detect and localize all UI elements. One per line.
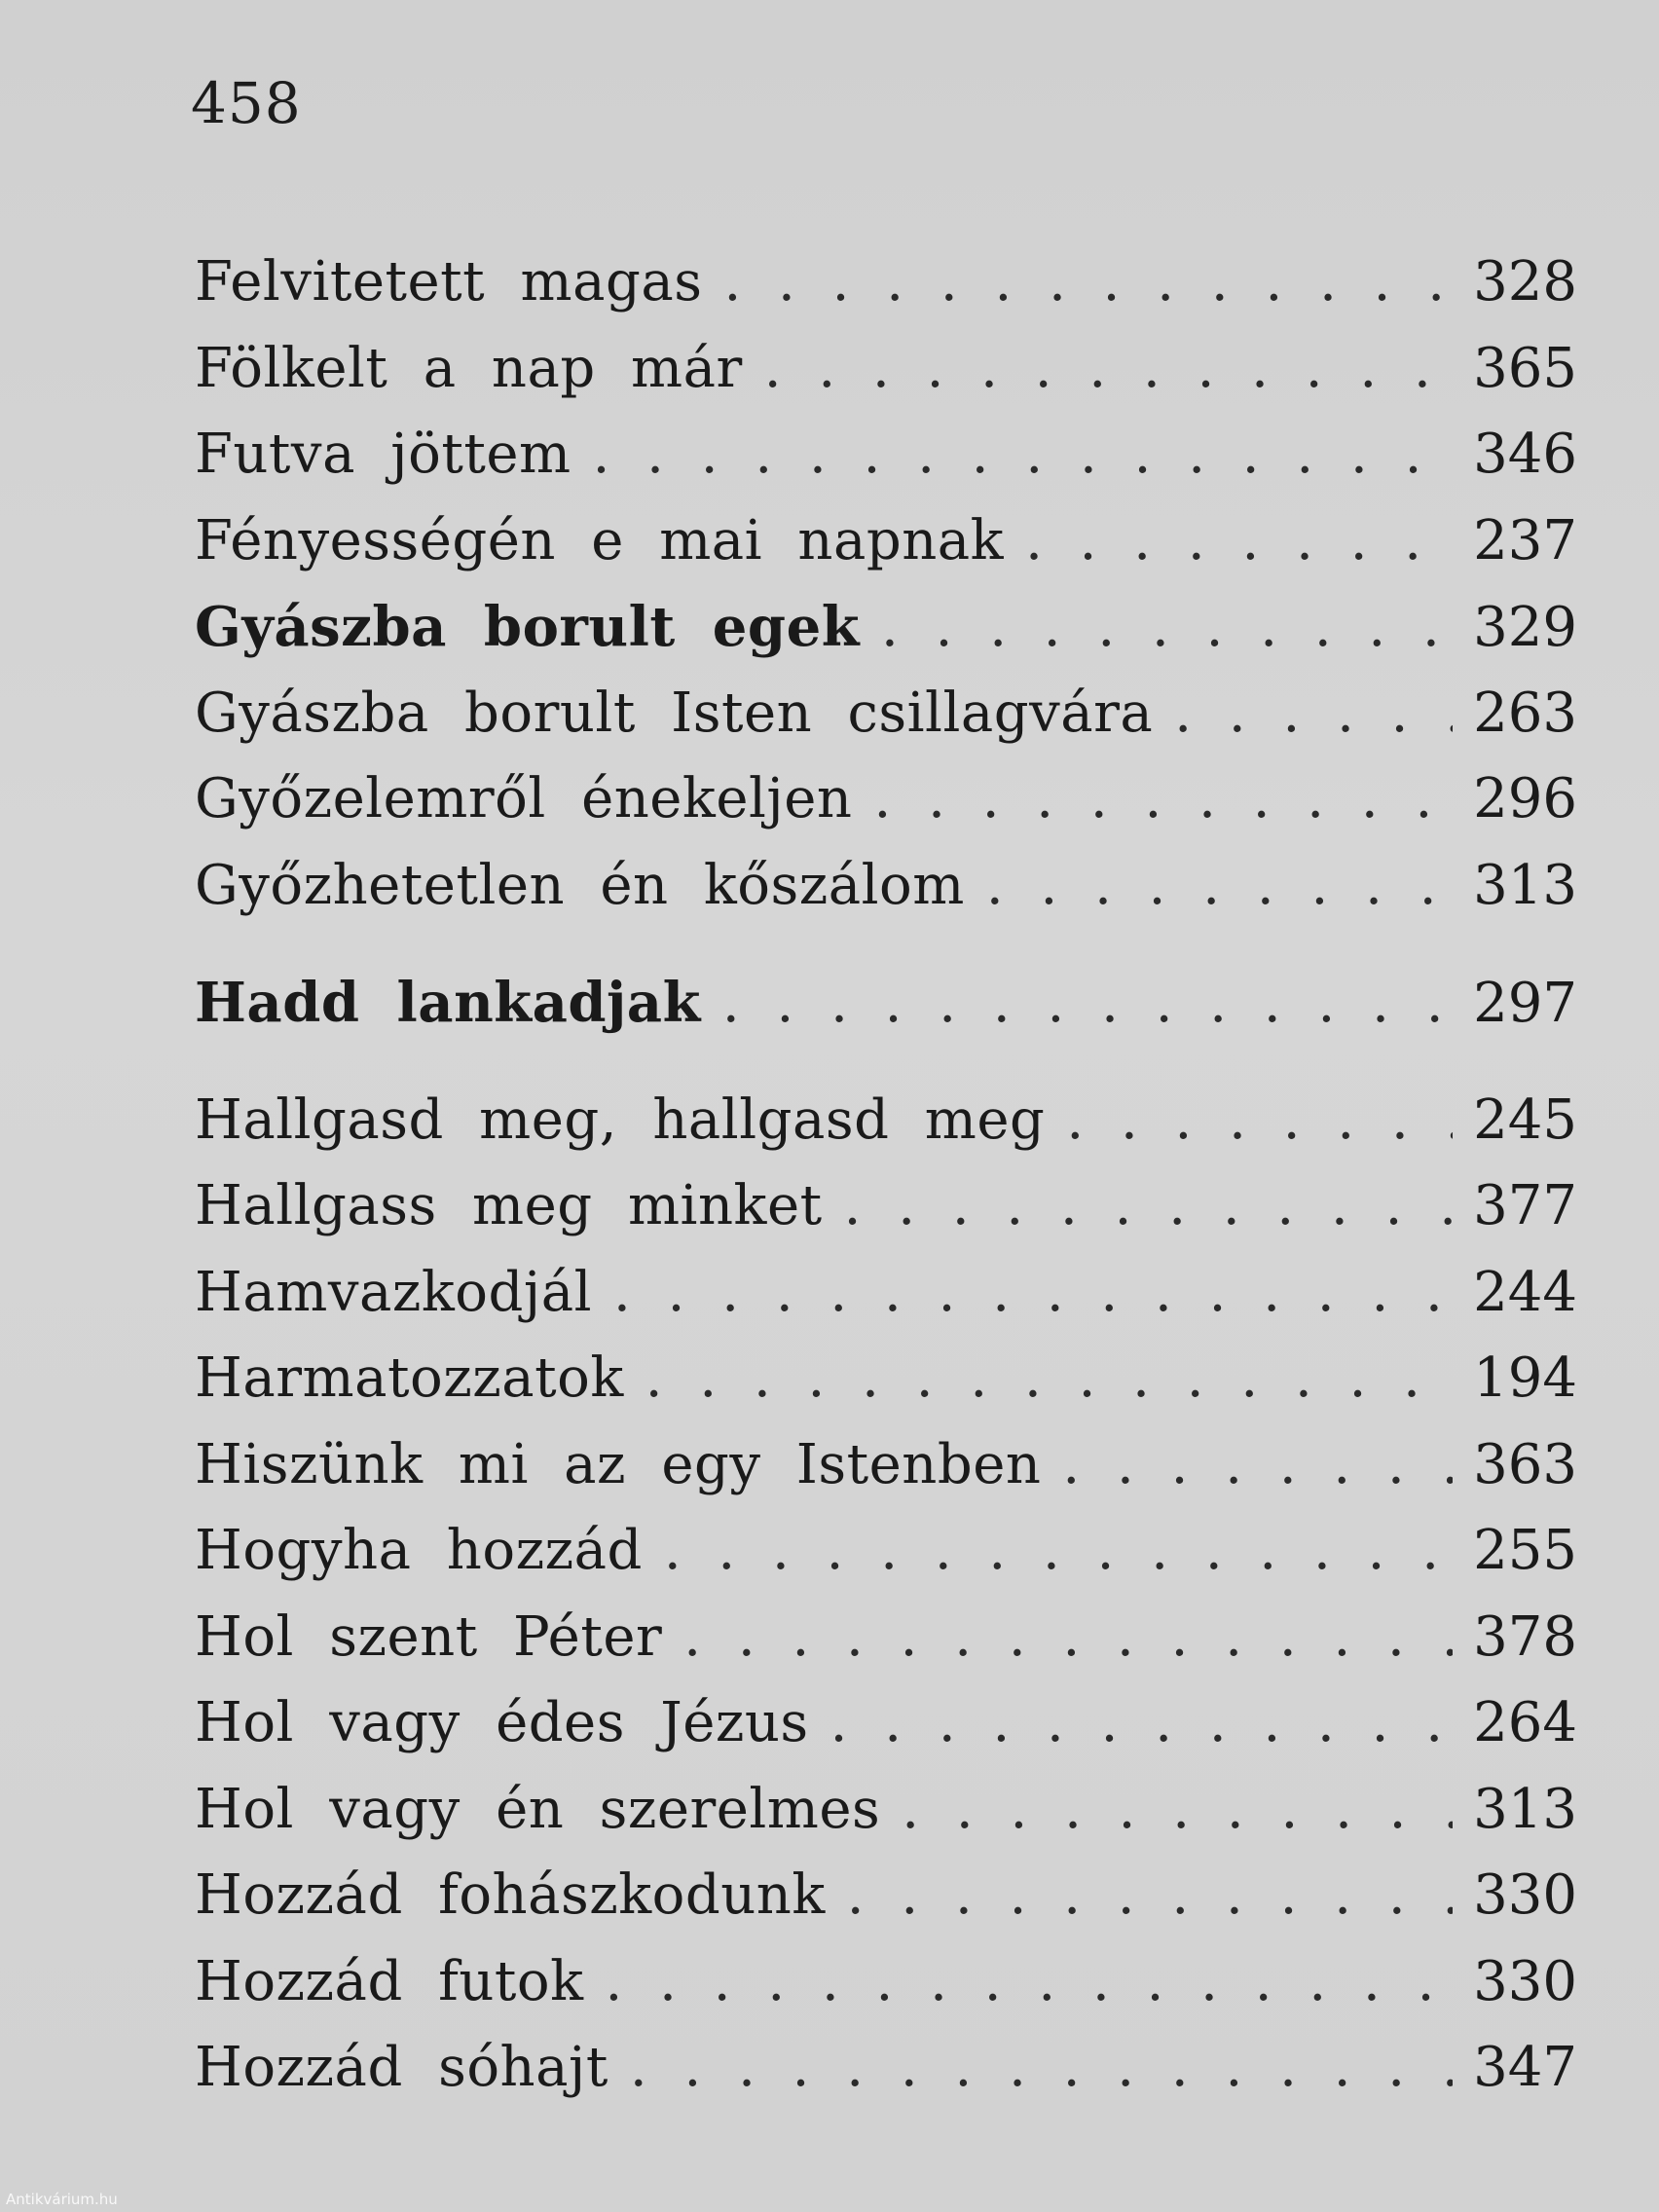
entry-page-number: 296	[1473, 767, 1577, 830]
dot-leader	[986, 843, 1453, 929]
entry-page-number: 194	[1473, 1346, 1577, 1410]
index-entry	[195, 1767, 1577, 1854]
entry-title: Hozzád futok	[195, 1949, 584, 2013]
entry-title: Győzhetetlen én kőszálom	[195, 853, 965, 917]
index-entry	[195, 1939, 1577, 2026]
entry-title: Hallgass meg minket	[195, 1174, 823, 1237]
dot-leader	[1025, 498, 1453, 584]
entry-title: Gyászba borult Isten csillagvára	[195, 681, 1154, 745]
entry-title: Hozzád sóhajt	[195, 2036, 608, 2099]
dot-leader	[847, 1853, 1453, 1938]
dot-leader	[873, 756, 1453, 842]
index-entry	[195, 498, 1577, 585]
dot-leader	[593, 412, 1453, 498]
dot-leader	[1062, 1422, 1453, 1508]
dot-leader	[902, 1767, 1453, 1853]
index-entry	[195, 843, 1577, 930]
index-entry	[195, 671, 1577, 757]
index-entry	[195, 2025, 1577, 2112]
index-list	[195, 240, 1577, 2112]
entry-page-number: 378	[1473, 1604, 1577, 1669]
entry-title: Harmatozzatok	[195, 1346, 624, 1410]
index-entry	[195, 1422, 1577, 1509]
dot-leader	[664, 1508, 1453, 1594]
entry-title: Gyászba borult egek	[195, 595, 860, 659]
dot-leader	[1174, 671, 1453, 756]
index-entry	[195, 1078, 1577, 1164]
watermark: Antikvárium.hu	[6, 2191, 118, 2208]
entry-title: Győzelemről énekeljen	[195, 767, 853, 830]
entry-page-number: 330	[1473, 1863, 1577, 1927]
entry-page-number: 255	[1473, 1519, 1577, 1582]
dot-leader	[723, 240, 1453, 325]
entry-page-number: 264	[1473, 1691, 1577, 1754]
entry-title: Hiszünk mi az egy Istenben	[195, 1432, 1042, 1496]
dot-leader	[844, 1163, 1453, 1249]
entry-title: Fölkelt a nap már	[195, 336, 743, 400]
entry-page-number: 263	[1473, 681, 1577, 745]
index-entry	[195, 1680, 1577, 1767]
entry-page-number: 313	[1473, 1777, 1577, 1841]
entry-page-number: 330	[1473, 1949, 1577, 2013]
entry-page-number: 244	[1473, 1260, 1577, 1324]
index-entry	[195, 756, 1577, 843]
entry-title: Hamvazkodjál	[195, 1260, 593, 1324]
entry-page-number: 237	[1473, 508, 1577, 572]
dot-leader	[645, 1336, 1453, 1421]
index-entry	[195, 1163, 1577, 1250]
index-entry	[195, 1336, 1577, 1422]
entry-title: Felvitetett magas	[195, 250, 703, 313]
index-entry	[195, 1250, 1577, 1337]
entry-page-number: 245	[1473, 1088, 1577, 1152]
index-entry	[195, 1853, 1577, 1939]
index-entry	[195, 326, 1577, 413]
entry-title: Hozzád fohászkodunk	[195, 1863, 826, 1927]
dot-leader	[830, 1680, 1453, 1766]
dot-leader	[764, 326, 1453, 412]
entry-title: Hol vagy édes Jézus	[195, 1691, 809, 1754]
index-entry	[195, 960, 1577, 1047]
dot-leader	[683, 1595, 1453, 1680]
entry-title: Futva jöttem	[195, 423, 571, 486]
entry-page-number: 365	[1473, 336, 1577, 400]
entry-page-number: 346	[1473, 423, 1577, 486]
index-entry	[195, 1508, 1577, 1595]
entry-page-number: 328	[1473, 250, 1577, 313]
dot-leader	[1066, 1078, 1453, 1163]
index-entry	[195, 412, 1577, 498]
dot-leader	[881, 585, 1453, 671]
index-entry	[195, 1595, 1577, 1681]
entry-title: Hallgasd meg, hallgasd meg	[195, 1088, 1046, 1152]
index-entry	[195, 584, 1577, 671]
entry-title: Hol szent Péter	[195, 1604, 663, 1669]
entry-page-number: 313	[1473, 853, 1577, 917]
entry-title: Hogyha hozzád	[195, 1519, 643, 1582]
dot-leader	[613, 1250, 1453, 1336]
entry-page-number: 377	[1473, 1174, 1577, 1237]
index-entry	[195, 240, 1577, 326]
entry-page-number: 347	[1473, 2036, 1577, 2099]
page-number: 458	[191, 70, 302, 136]
entry-page-number: 329	[1473, 596, 1577, 659]
dot-leader	[630, 2025, 1453, 2111]
entry-title: Hadd lankadjak	[195, 971, 701, 1035]
entry-title: Hol vagy én szerelmes	[195, 1777, 881, 1841]
entry-page-number: 363	[1473, 1432, 1577, 1496]
entry-page-number: 297	[1473, 972, 1577, 1035]
dot-leader	[606, 1939, 1453, 2025]
dot-leader	[722, 961, 1453, 1047]
entry-title: Fényességén e mai napnak	[195, 508, 1005, 572]
